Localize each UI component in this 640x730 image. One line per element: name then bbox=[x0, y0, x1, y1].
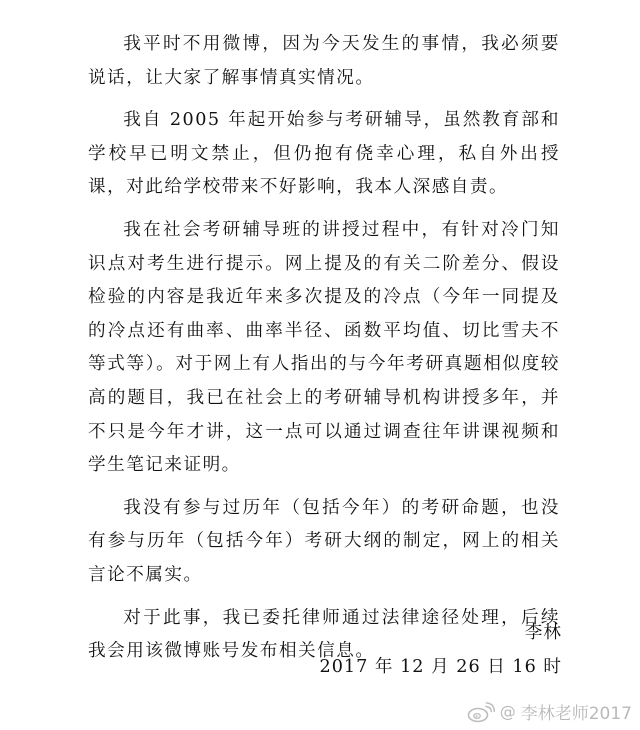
weibo-watermark bbox=[467, 699, 632, 724]
signature-name: 李林 bbox=[524, 623, 562, 643]
statement-body bbox=[88, 28, 560, 678]
statement-paragraph-1: 我平时不用微博，因为今天发生的事情，我必须要说话，让大家了解事情真实情况。 bbox=[88, 34, 560, 88]
watermark-at-symbol: @ bbox=[499, 702, 516, 721]
statement-paragraph-5: 对于此事，我已委托律师通过法律途径处理，后续我会用该微博账号发布相关信息。 bbox=[88, 607, 560, 662]
statement-paragraph-4: 我没有参与过历年（包括今年）的考研命题，也没有参与历年（包括今年）考研大纲的制定，网上的相关言论不属实。 bbox=[88, 497, 560, 585]
signature-date: 2017 年 12 月 26 日 16 时 bbox=[319, 657, 562, 677]
statement-paragraph-3: 我在社会考研辅导班的讲授过程中，有针对冷门知识点对考生进行提示。网上提及的有关二阶差分、假设检验的内容是我近年来多次提及的冷点（今年一同提及的冷点还有曲率、曲率半径、函数平均值、切比雪夫不等式等）。对于网上有人指出的与今年考研真题相似度较高的题目，我已在社会上的考研辅导机构讲授多年，并不只是今年才讲，这一点可以通过调查往年讲课视频和学生笔记来证明。 bbox=[88, 219, 560, 476]
statement-paragraph-2: 我自 2005 年起开始参与考研辅导，虽然教育部和学校早已明文禁止，但仍抱有侥幸心理，私自外出授课，对此给学校带来不好影响，我本人深感自责。 bbox=[88, 110, 560, 198]
watermark-handle: 李林老师2017 bbox=[520, 704, 632, 724]
weibo-icon bbox=[467, 701, 495, 723]
